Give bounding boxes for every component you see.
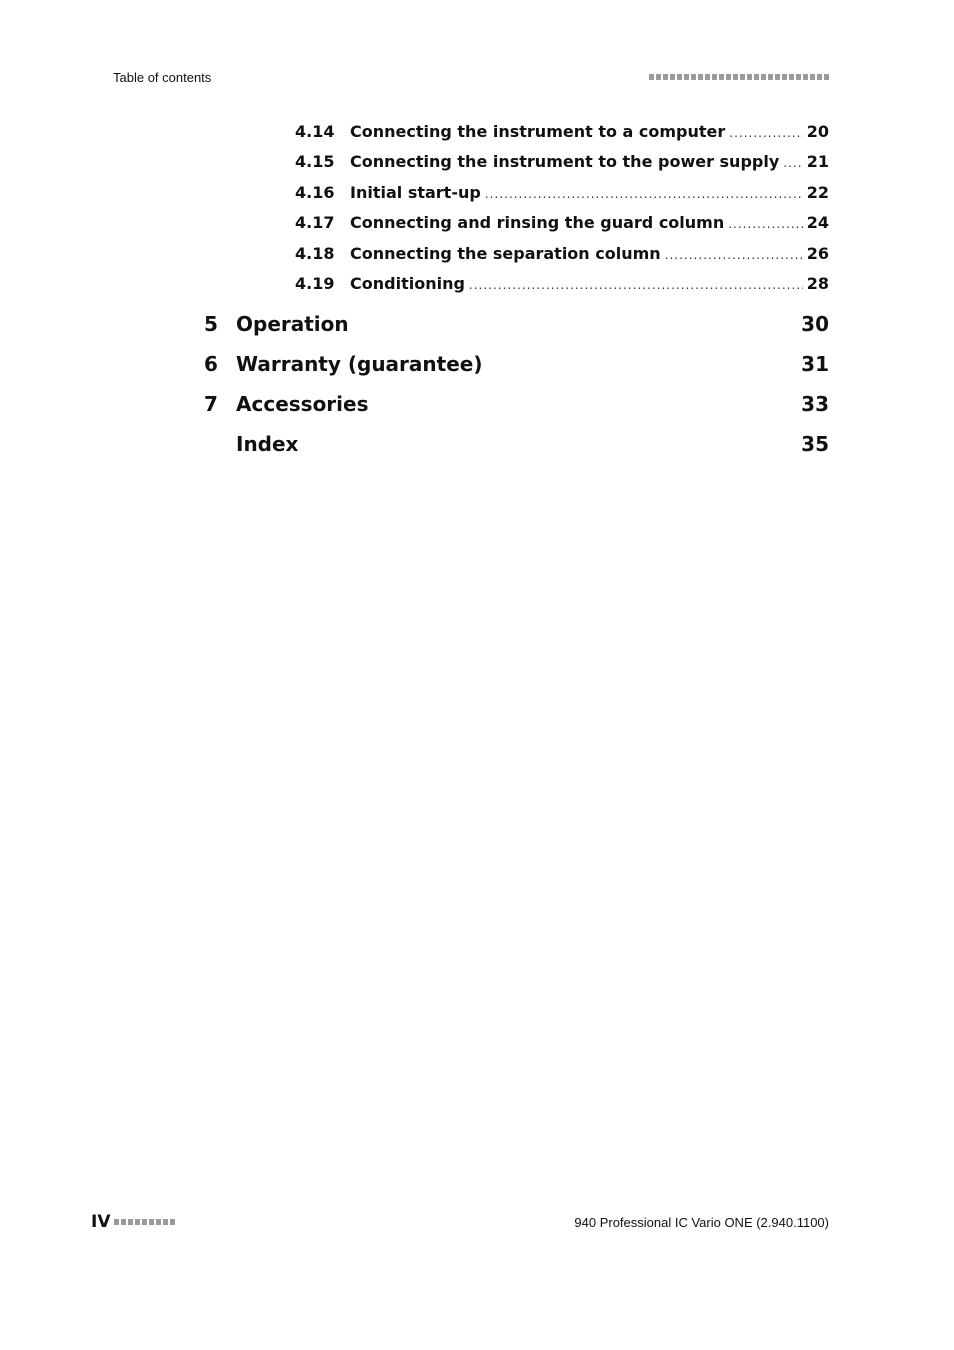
toc-chapter-6[interactable] <box>204 350 829 378</box>
toc-entry-page: 28 <box>806 274 829 293</box>
toc-entry-4-19[interactable] <box>295 273 829 295</box>
toc-entry-4-14[interactable] <box>295 121 829 143</box>
toc-entry-page: 22 <box>806 183 829 202</box>
toc-chapter-title: Accessories <box>236 392 369 416</box>
toc-entry-page: 24 <box>806 213 829 232</box>
toc-entry-4-17[interactable] <box>295 212 829 234</box>
toc-entry-title: Connecting the separation column <box>350 244 661 263</box>
toc-chapter-title: Operation <box>236 312 349 336</box>
toc-entry-number: 4.15 <box>295 152 335 171</box>
toc-chapter-title: Index <box>236 432 299 456</box>
header-decoration-squares <box>649 74 829 80</box>
dot-leader <box>783 152 802 174</box>
toc-entry-title: Connecting and rinsing the guard column <box>350 213 725 232</box>
footer-page-number: IV <box>91 1212 111 1232</box>
toc-chapter-page: 30 <box>801 312 829 336</box>
dot-leader <box>728 213 803 235</box>
toc-chapter-index[interactable] <box>204 430 829 458</box>
toc-chapter-number: 7 <box>204 392 218 416</box>
toc-chapter-page: 35 <box>801 432 829 456</box>
toc-entry-page: 21 <box>806 152 829 171</box>
footer-document-title: 940 Professional IC Vario ONE (2.940.1100) <box>574 1215 829 1230</box>
toc-entry-title: Conditioning <box>350 274 465 293</box>
toc-entry-4-18[interactable] <box>295 243 829 265</box>
toc-entry-number: 4.16 <box>295 183 335 202</box>
toc-entry-4-16[interactable] <box>295 182 829 204</box>
toc-entry-page: 26 <box>806 244 829 263</box>
toc-entry-4-15[interactable] <box>295 151 829 173</box>
toc-chapter-page: 33 <box>801 392 829 416</box>
toc-entry-number: 4.19 <box>295 274 335 293</box>
toc-entry-number: 4.14 <box>295 122 335 141</box>
dot-leader <box>485 183 803 205</box>
toc-entry-page: 20 <box>806 122 829 141</box>
dot-leader <box>729 122 802 144</box>
toc-entry-title: Initial start-up <box>350 183 481 202</box>
toc-entry-number: 4.18 <box>295 244 335 263</box>
toc-entry-title: Connecting the instrument to the power supply <box>350 152 780 171</box>
toc-chapter-5[interactable] <box>204 310 829 338</box>
toc-entry-title: Connecting the instrument to a computer <box>350 122 726 141</box>
footer-decoration-squares <box>114 1219 175 1225</box>
dot-leader <box>469 274 803 296</box>
toc-chapter-page: 31 <box>801 352 829 376</box>
dot-leader <box>665 244 803 266</box>
toc-chapter-7[interactable] <box>204 390 829 418</box>
toc-chapter-number: 5 <box>204 312 218 336</box>
toc-chapter-number: 6 <box>204 352 218 376</box>
running-header-title: Table of contents <box>113 70 212 85</box>
toc-chapter-title: Warranty (guarantee) <box>236 352 483 376</box>
toc-entry-number: 4.17 <box>295 213 335 232</box>
